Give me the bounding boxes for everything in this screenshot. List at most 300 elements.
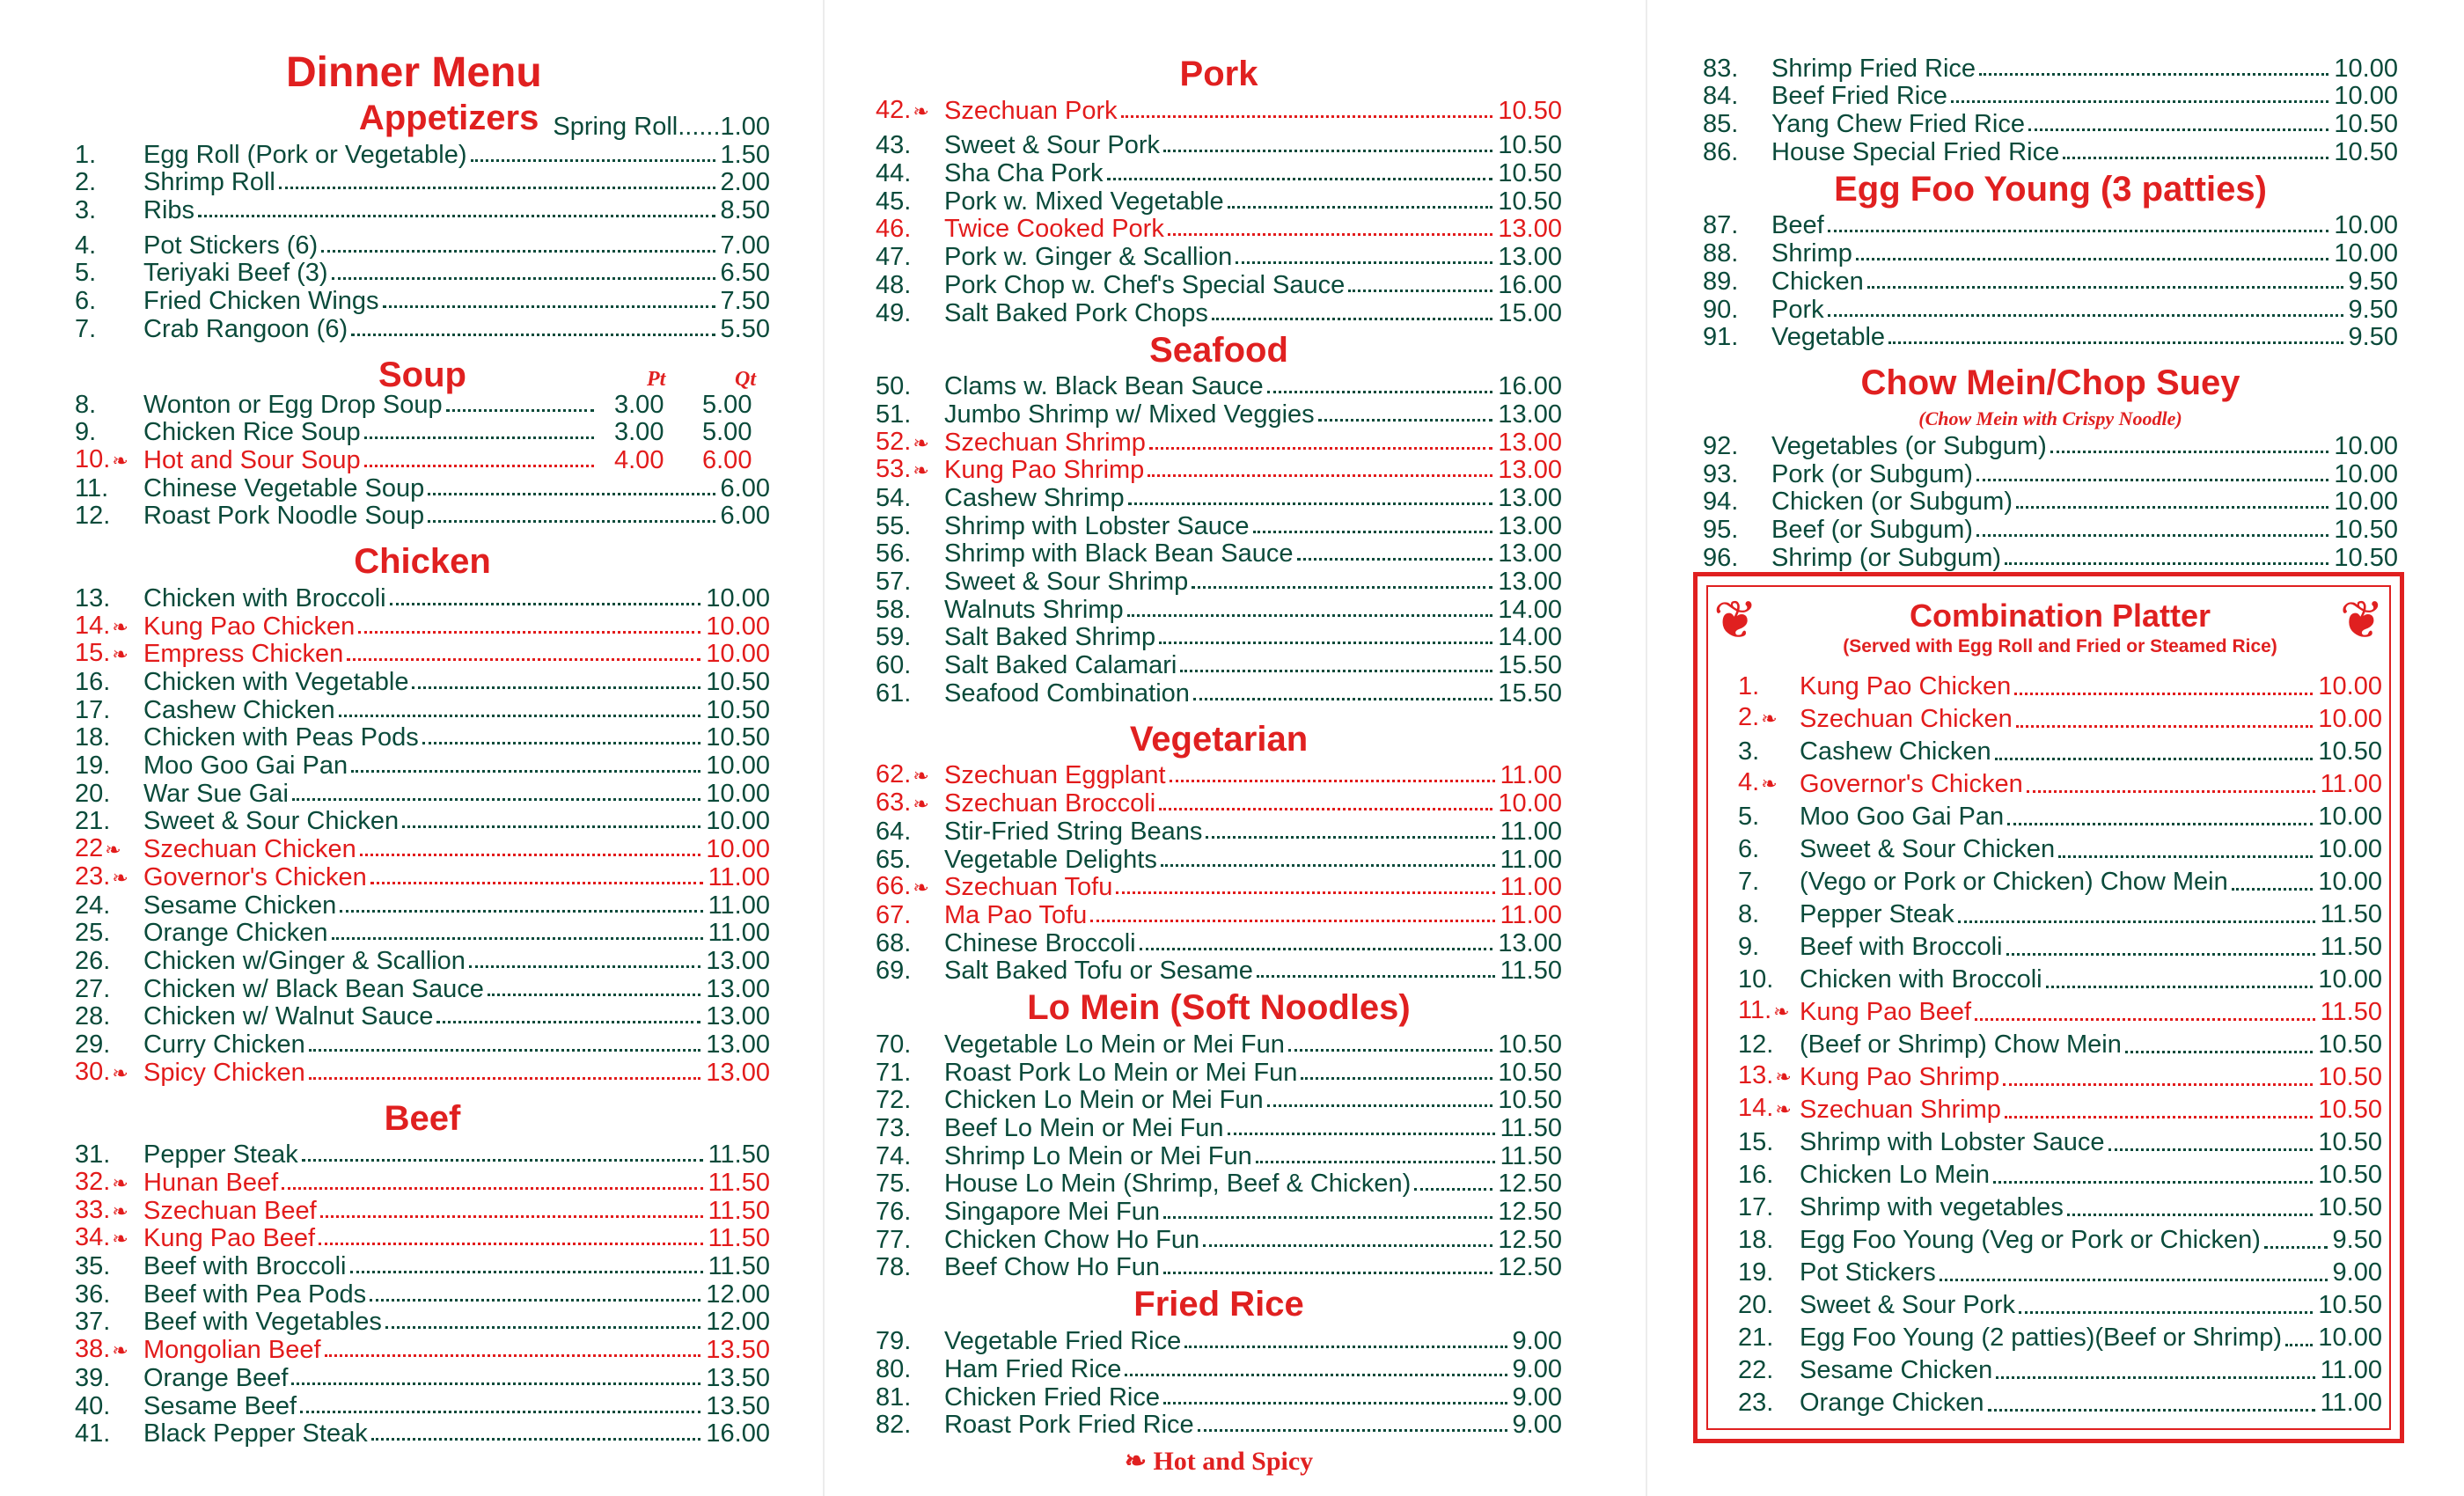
item-price: 7.50 xyxy=(720,287,770,316)
item-name: Moo Goo Gai Pan xyxy=(143,752,348,781)
dot-leader xyxy=(2063,157,2328,159)
item-name: Fried Chicken Wings xyxy=(143,287,379,316)
menu-item-row xyxy=(876,299,1562,327)
item-number: 11. xyxy=(75,473,109,502)
item-name: Sweet & Sour Chicken xyxy=(143,807,400,836)
menu-item-row xyxy=(75,891,770,920)
item-number: 31. xyxy=(75,1140,111,1170)
menu-item-row xyxy=(876,929,1562,957)
menu-item-row xyxy=(75,1141,770,1170)
menu-item-row xyxy=(75,1169,770,1197)
menu-item-row xyxy=(1703,138,2398,166)
item-name: Szechuan Shrimp xyxy=(944,428,1146,457)
menu-item-row xyxy=(75,196,770,224)
item-name: War Sue Gai xyxy=(143,779,289,808)
item-name: Ham Fried Rice xyxy=(944,1354,1122,1383)
item-name: Chicken w/ Black Bean Sauce xyxy=(143,974,484,1003)
item-number-wrap xyxy=(75,835,143,863)
item-price: 13.50 xyxy=(706,1363,770,1392)
item-name: Vegetable Lo Mein or Mei Fun xyxy=(944,1030,1285,1059)
menu-item-row xyxy=(1703,432,2398,460)
dot-leader xyxy=(1940,1279,2328,1281)
item-price: 15.00 xyxy=(1498,298,1562,327)
dot-leader xyxy=(1192,586,1492,589)
dot-leader xyxy=(351,770,700,773)
menu-item-row xyxy=(876,1170,1562,1199)
item-name: Beef Chow Ho Fun xyxy=(944,1253,1161,1282)
item-number: 32. xyxy=(75,1168,111,1196)
vegetarian-list xyxy=(876,762,1562,986)
item-name: Kung Pao Beef xyxy=(1800,998,1972,1026)
item-price: 10.50 xyxy=(1498,131,1562,160)
menu-item-row xyxy=(876,679,1562,708)
pork-title: Pork xyxy=(1179,55,1258,93)
item-price: 12.50 xyxy=(1498,1198,1562,1227)
menu-item-row xyxy=(75,1392,770,1420)
item-price: 10.00 xyxy=(2334,211,2398,240)
item-price: 13.00 xyxy=(706,974,770,1003)
dot-leader xyxy=(1125,1374,1507,1376)
menu-item-row xyxy=(1738,930,2382,963)
item-price: 10.00 xyxy=(2318,1324,2382,1352)
item-name: Chicken with Broccoli xyxy=(1800,965,2042,994)
menu-item-row xyxy=(876,512,1562,540)
dot-leader xyxy=(383,305,715,308)
item-price: 7.00 xyxy=(720,231,770,260)
item-price: 10.00 xyxy=(706,612,770,641)
menu-item-row xyxy=(876,457,1562,485)
item-name: Pot Stickers xyxy=(1800,1258,1936,1287)
item-price: 10.00 xyxy=(2334,82,2398,111)
item-name: Shrimp Lo Mein or Mei Fun xyxy=(944,1141,1252,1170)
menu-item-row xyxy=(1703,544,2398,572)
item-price: 13.00 xyxy=(1498,568,1562,596)
dot-leader xyxy=(1206,836,1494,839)
item-price: 6.00 xyxy=(720,502,770,531)
menu-item-row xyxy=(1738,1191,2382,1223)
egg-foo-young-list xyxy=(1703,212,2398,351)
item-number: 74. xyxy=(876,1141,912,1170)
menu-item-row xyxy=(876,1254,1562,1282)
item-number: 66. xyxy=(876,872,912,901)
item-number: 81. xyxy=(876,1382,912,1412)
item-price: 13.00 xyxy=(1498,428,1562,457)
pint-price: 3.00 xyxy=(614,418,664,447)
menu-item-row xyxy=(1703,460,2398,488)
menu-item-row xyxy=(876,789,1562,818)
item-number: 79. xyxy=(876,1327,912,1356)
menu-item-row xyxy=(75,612,770,641)
dot-leader xyxy=(1149,447,1493,450)
menu-item-row xyxy=(1703,55,2398,83)
item-name: (Beef or Shrimp) Chow Mein xyxy=(1800,1030,2122,1059)
item-name: Chinese Broccoli xyxy=(944,928,1136,957)
item-number: 35. xyxy=(75,1252,111,1281)
item-name: Szechuan Chicken xyxy=(143,835,356,864)
item-number: 62. xyxy=(876,760,912,789)
dot-leader xyxy=(2046,986,2314,988)
dot-leader xyxy=(402,825,700,828)
dot-leader xyxy=(360,854,701,856)
item-number: 1. xyxy=(1738,672,1760,700)
item-number: 52. xyxy=(876,427,912,456)
spring-roll-item: Spring Roll......1.00 xyxy=(553,113,770,141)
menu-item-row xyxy=(876,373,1562,401)
seafood-list xyxy=(876,373,1562,708)
item-name: Salt Baked Calamari xyxy=(944,651,1177,680)
quart-price: 5.00 xyxy=(702,418,752,447)
item-number: 59. xyxy=(876,623,912,652)
item-name: Curry Chicken xyxy=(143,1030,305,1059)
item-price: 12.50 xyxy=(1498,1225,1562,1254)
item-number: 58. xyxy=(876,595,912,624)
item-number: 25. xyxy=(75,919,111,948)
dot-leader xyxy=(364,436,594,439)
combination-content xyxy=(1738,590,2384,1419)
menu-item-row xyxy=(876,1059,1562,1087)
item-number-wrap xyxy=(1738,994,1800,1028)
menu-item-row xyxy=(75,808,770,836)
menu-item-row xyxy=(1738,832,2382,865)
item-price: 10.00 xyxy=(706,807,770,836)
item-price: 10.00 xyxy=(2318,803,2382,831)
item-number: 50. xyxy=(876,372,912,401)
item-number: 14. xyxy=(75,611,111,640)
item-number: 71. xyxy=(876,1058,912,1087)
item-number-wrap xyxy=(876,97,944,125)
dot-leader xyxy=(1193,698,1493,700)
dot-leader xyxy=(1203,1244,1492,1247)
dot-leader xyxy=(1170,780,1495,782)
fold-line xyxy=(1646,0,1647,1496)
item-name: Moo Goo Gai Pan xyxy=(1800,803,2005,831)
menu-item-row xyxy=(876,1226,1562,1254)
dot-leader xyxy=(2005,1116,2314,1118)
menu-item-row xyxy=(1703,212,2398,240)
menu-item-row xyxy=(1738,670,2382,702)
item-number-wrap xyxy=(876,789,944,818)
dot-leader xyxy=(302,1159,703,1162)
item-name: Black Pepper Steak xyxy=(143,1419,368,1448)
dot-leader xyxy=(1107,178,1493,180)
item-name: Governor's Chicken xyxy=(1800,770,2023,798)
dot-leader xyxy=(370,882,703,884)
item-name: Pork w. Ginger & Scallion xyxy=(944,243,1233,272)
dot-leader xyxy=(2007,823,2313,825)
item-price: 10.50 xyxy=(2334,515,2398,544)
menu-item-row xyxy=(876,762,1562,790)
item-number: 43. xyxy=(876,131,912,160)
item-price: 10.00 xyxy=(2318,868,2382,896)
item-price: 11.50 xyxy=(708,1169,770,1197)
dot-leader xyxy=(471,159,715,162)
dot-leader xyxy=(332,277,715,280)
fold-line xyxy=(823,0,825,1496)
chili-icon: ❧ xyxy=(913,876,929,899)
item-name: Kung Pao Shrimp xyxy=(944,456,1145,485)
item-price: 13.00 xyxy=(1498,215,1562,244)
dot-leader xyxy=(1256,1161,1495,1163)
chili-icon: ❧ xyxy=(913,793,929,816)
column-middle xyxy=(876,51,1562,1477)
menu-item-row xyxy=(75,947,770,975)
dot-leader xyxy=(292,798,700,801)
dot-leader xyxy=(1127,614,1493,617)
item-price: 10.00 xyxy=(2334,431,2398,460)
item-number: 54. xyxy=(876,483,912,512)
item-name: Sweet & Sour Chicken xyxy=(1800,835,2056,863)
item-name: Beef Lo Mein or Mei Fun xyxy=(944,1114,1224,1142)
dot-leader xyxy=(422,742,701,744)
item-price: 12.50 xyxy=(1498,1253,1562,1282)
menu-item-row xyxy=(75,391,770,419)
item-price: 13.50 xyxy=(706,1391,770,1420)
beef-title: Beef xyxy=(384,1098,461,1138)
item-name: Sesame Chicken xyxy=(1800,1356,1993,1384)
item-price: 6.50 xyxy=(720,259,770,288)
menu-item-row xyxy=(75,287,770,315)
item-name: Chicken w/Ginger & Scallion xyxy=(143,946,466,975)
dot-leader xyxy=(428,493,715,495)
item-name: Chicken Fried Rice xyxy=(944,1382,1160,1412)
item-number: 78. xyxy=(876,1253,912,1282)
item-number: 6. xyxy=(75,287,97,316)
item-name: Mongolian Beef xyxy=(143,1336,321,1365)
menu-item-row xyxy=(876,429,1562,457)
menu-item-row xyxy=(75,169,770,197)
item-number: 19. xyxy=(1738,1258,1774,1287)
item-number: 94. xyxy=(1703,488,1739,517)
item-number: 12. xyxy=(1738,1030,1774,1059)
item-number: 89. xyxy=(1703,267,1739,296)
menu-item-row xyxy=(75,474,770,502)
item-name: Sweet & Sour Pork xyxy=(1800,1291,2015,1319)
item-price: 9.00 xyxy=(1512,1327,1562,1356)
soup-list xyxy=(75,391,770,530)
chili-icon: ❧ xyxy=(1761,708,1778,730)
menu-item-row xyxy=(876,187,1562,216)
item-price: 10.00 xyxy=(2318,672,2382,700)
menu-item-row xyxy=(876,484,1562,512)
chili-icon: ❧ xyxy=(105,839,121,862)
dot-leader xyxy=(1148,474,1492,477)
item-number: 10. xyxy=(75,444,111,473)
menu-item-row xyxy=(1738,1256,2382,1288)
dot-leader xyxy=(1161,864,1495,867)
menu-item-row xyxy=(75,641,770,669)
item-name: Cashew Chicken xyxy=(1800,737,1991,766)
item-number: 12. xyxy=(75,502,111,531)
beef-list xyxy=(75,1141,770,1448)
dot-leader xyxy=(282,1187,702,1190)
dot-leader xyxy=(1888,341,2343,344)
item-price: 11.00 xyxy=(1500,900,1562,929)
item-number: 19. xyxy=(75,752,111,781)
item-price: 16.00 xyxy=(1498,372,1562,401)
dot-leader xyxy=(1867,286,2343,289)
item-price: 10.50 xyxy=(706,695,770,724)
item-price: 16.00 xyxy=(706,1419,770,1448)
item-number: 75. xyxy=(876,1170,912,1199)
appetizers-list xyxy=(75,141,770,343)
item-price: 10.00 xyxy=(2334,459,2398,488)
item-number: 61. xyxy=(876,678,912,708)
menu-item-row xyxy=(876,1087,1562,1115)
item-name: Chicken with Broccoli xyxy=(143,583,386,612)
item-name: Kung Pao Beef xyxy=(143,1224,316,1253)
chicken-list xyxy=(75,584,770,1086)
quart-price: 5.00 xyxy=(702,390,752,419)
menu-item-row xyxy=(1738,800,2382,832)
item-name: Twice Cooked Pork xyxy=(944,215,1164,244)
item-price: 11.50 xyxy=(708,1196,770,1225)
menu-item-row xyxy=(876,1198,1562,1226)
menu-item-row xyxy=(75,260,770,288)
item-number: 13. xyxy=(1738,1061,1774,1089)
item-number: 2. xyxy=(1738,703,1760,731)
item-name: Sweet & Sour Pork xyxy=(944,131,1160,160)
menu-item-row xyxy=(75,1030,770,1059)
menu-item-row xyxy=(1703,110,2398,138)
item-name: Orange Beef xyxy=(143,1363,289,1392)
dot-leader xyxy=(1163,150,1492,152)
item-name: House Lo Mein (Shrimp, Beef & Chicken) xyxy=(944,1170,1412,1199)
menu-item-row xyxy=(1703,488,2398,517)
item-price: 6.00 xyxy=(720,473,770,502)
item-price: 10.50 xyxy=(2318,1161,2382,1189)
item-number: 29. xyxy=(75,1030,111,1059)
item-price: 13.00 xyxy=(1498,539,1562,568)
item-price: 13.00 xyxy=(1498,243,1562,272)
dot-leader xyxy=(1958,920,2315,923)
item-name: Pepper Steak xyxy=(143,1140,298,1170)
item-number: 7. xyxy=(1738,868,1760,896)
item-number: 80. xyxy=(876,1354,912,1383)
dot-leader xyxy=(488,994,701,996)
menu-item-row xyxy=(75,419,770,447)
item-name: Szechuan Shrimp xyxy=(1800,1096,2001,1124)
menu-item-row xyxy=(75,231,770,260)
item-price: 5.50 xyxy=(720,314,770,343)
menu-item-row xyxy=(1738,898,2382,930)
item-price: 10.00 xyxy=(706,583,770,612)
item-number: 45. xyxy=(876,187,912,216)
item-number: 30. xyxy=(75,1057,111,1086)
dot-leader xyxy=(1253,531,1493,533)
item-price: 11.50 xyxy=(1500,957,1562,986)
dot-leader xyxy=(1236,261,1492,264)
quart-label: Qt xyxy=(735,367,756,391)
ornament-left-icon: ❦ xyxy=(1713,590,1758,649)
item-price: 11.00 xyxy=(1500,873,1562,902)
item-number: 57. xyxy=(876,568,912,596)
menu-item-row xyxy=(876,624,1562,652)
menu-item-row xyxy=(75,1059,770,1087)
item-price: 16.00 xyxy=(1498,270,1562,299)
item-name: Vegetables (or Subgum) xyxy=(1771,431,2047,460)
item-name: Szechuan Chicken xyxy=(1800,705,2013,733)
menu-item-row xyxy=(876,97,1562,125)
item-price: 13.00 xyxy=(706,1002,770,1031)
chili-icon: ❧ xyxy=(112,449,128,472)
menu-item-row xyxy=(75,315,770,343)
item-name: Shrimp with Black Bean Sauce xyxy=(944,539,1294,568)
item-number: 77. xyxy=(876,1225,912,1254)
vegetarian-title: Vegetarian xyxy=(1129,719,1309,759)
egg-foo-young-title: Egg Foo Young (3 patties) xyxy=(1834,169,2267,209)
menu-item-row xyxy=(876,271,1562,299)
dot-leader xyxy=(2003,1083,2313,1086)
dot-leader xyxy=(320,1215,703,1218)
item-name: Sweet & Sour Shrimp xyxy=(944,568,1189,596)
item-number-wrap xyxy=(1738,766,1800,800)
dot-leader xyxy=(2016,725,2314,728)
menu-item-row xyxy=(1738,1386,2382,1419)
item-number: 69. xyxy=(876,957,912,986)
dot-leader xyxy=(412,686,700,689)
item-name: Ribs xyxy=(143,196,195,225)
dot-leader xyxy=(1996,1376,2314,1379)
item-number-wrap xyxy=(876,761,944,789)
pint-price: 4.00 xyxy=(614,445,664,474)
combination-list xyxy=(1738,670,2382,1419)
menu-item-row xyxy=(75,1280,770,1309)
item-number: 90. xyxy=(1703,295,1739,324)
item-name: Shrimp Roll xyxy=(143,168,275,197)
menu-item-row xyxy=(876,159,1562,187)
item-number-wrap xyxy=(75,1336,143,1364)
item-price: 10.50 xyxy=(2318,1063,2382,1091)
item-price: 10.00 xyxy=(706,640,770,669)
item-number: 15. xyxy=(1738,1128,1774,1156)
item-name: Chicken Lo Mein or Mei Fun xyxy=(944,1086,1264,1115)
item-number: 84. xyxy=(1703,82,1739,111)
item-price: 11.50 xyxy=(1500,1141,1562,1170)
item-name: Shrimp with vegetables xyxy=(1800,1193,2064,1221)
item-price: 10.00 xyxy=(1498,789,1562,818)
dot-leader xyxy=(370,1299,700,1302)
item-number: 9. xyxy=(1738,933,1760,961)
spring-roll-price: 1.00 xyxy=(720,113,770,141)
dot-leader xyxy=(1975,1018,2314,1021)
item-price: 10.50 xyxy=(2318,1193,2382,1221)
item-price: 14.00 xyxy=(1498,623,1562,652)
item-number: 28. xyxy=(75,1002,111,1031)
item-number: 4. xyxy=(75,231,97,260)
menu-item-row xyxy=(75,696,770,724)
dot-leader xyxy=(1301,1077,1492,1080)
item-number-wrap xyxy=(876,456,944,484)
item-number-wrap xyxy=(1738,1060,1800,1093)
item-number: 40. xyxy=(75,1391,111,1420)
soup-header xyxy=(75,352,770,394)
item-name: Yang Chew Fried Rice xyxy=(1771,110,2025,139)
menu-item-row xyxy=(876,1383,1562,1412)
item-price: 13.00 xyxy=(1498,400,1562,429)
item-number: 38. xyxy=(75,1335,111,1364)
item-number: 41. xyxy=(75,1419,111,1448)
chili-icon: ❧ xyxy=(112,1061,128,1084)
item-price: 10.50 xyxy=(2334,543,2398,572)
dot-leader xyxy=(2014,693,2313,695)
dot-leader xyxy=(1090,920,1494,922)
item-number: 5. xyxy=(75,259,97,288)
item-number-wrap xyxy=(75,640,143,668)
dot-leader xyxy=(321,250,715,253)
dot-leader xyxy=(1318,419,1493,422)
item-name: Pot Stickers (6) xyxy=(143,231,319,260)
item-number: 22. xyxy=(1738,1356,1774,1384)
